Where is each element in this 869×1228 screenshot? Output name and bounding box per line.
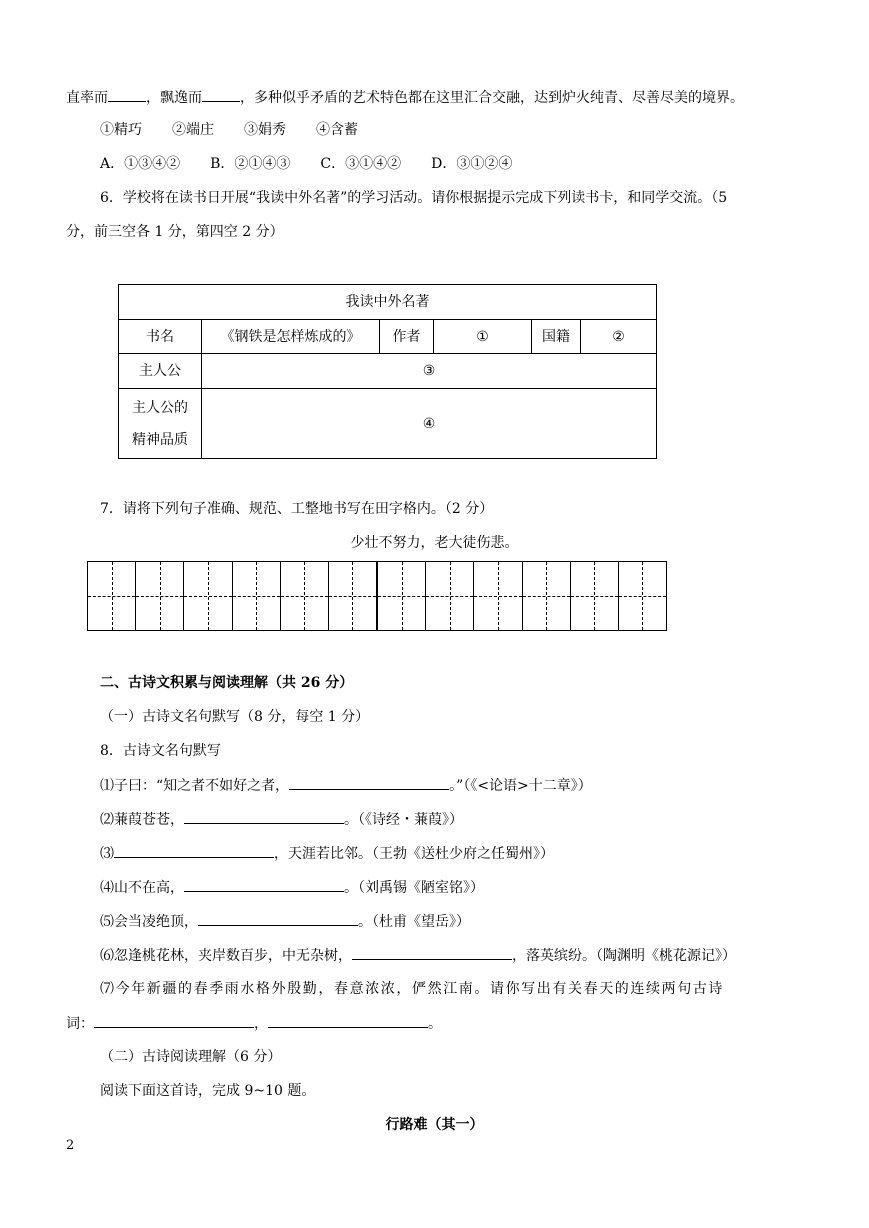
q8-item-6: ⑹忽逢桃花林，夹岸数百步，中无杂树， ，落英缤纷。（陶渊明《桃花源记》） bbox=[100, 945, 736, 966]
q8-blank-2[interactable] bbox=[184, 809, 344, 824]
q8-item-3: ⑶ ，天涯若比邻。（王勃《送杜少府之任蜀州》） bbox=[100, 843, 554, 864]
card-title: 我读中外名著 bbox=[119, 285, 657, 320]
grid-cell[interactable] bbox=[233, 562, 281, 630]
q8-item-2: ⑵蒹葭苍苍， 。（《诗经・蒹葭》） bbox=[100, 809, 463, 830]
q8-item-7-line2: 词： ， 。 bbox=[66, 1013, 442, 1034]
q5-option-b[interactable]: B．②①④③ bbox=[210, 156, 291, 172]
q6-stem-line2: 分，前三空各 1 分，第四空 2 分） bbox=[66, 224, 284, 240]
q8-blank-4[interactable] bbox=[184, 877, 344, 892]
tianzige-grid[interactable] bbox=[87, 561, 667, 631]
reading-instruction: 阅读下面这首诗，完成 9~10 题。 bbox=[100, 1083, 316, 1099]
hero-answer-cell[interactable]: ③ bbox=[202, 354, 657, 389]
grid-cell[interactable] bbox=[619, 562, 666, 630]
grid-cell[interactable] bbox=[426, 562, 474, 630]
grid-cell[interactable] bbox=[281, 562, 329, 630]
q5-blank-1[interactable] bbox=[108, 87, 146, 102]
q8-blank-7b[interactable] bbox=[268, 1013, 428, 1028]
spirit-label: 主人公的 精神品质 bbox=[119, 389, 202, 459]
section2-part2: （二）古诗阅读理解（6 分） bbox=[100, 1049, 282, 1065]
q5-word: ②端庄 bbox=[172, 122, 214, 138]
author-label: 作者 bbox=[380, 320, 434, 354]
grid-cell[interactable] bbox=[571, 562, 619, 630]
grid-cell[interactable] bbox=[136, 562, 184, 630]
q8-item-1: ⑴子曰：“知之者不如好之者， 。”（《<论语>十二章》） bbox=[100, 775, 592, 796]
q5-word-list bbox=[100, 120, 358, 140]
q8-blank-1[interactable] bbox=[289, 775, 449, 790]
q7-stem: 7．请将下列句子准确、规范、工整地书写在田字格内。（2 分） bbox=[100, 501, 494, 517]
nationality-answer-cell[interactable]: ② bbox=[581, 320, 657, 354]
q5-word: ③娟秀 bbox=[244, 122, 286, 138]
q8-blank-3[interactable] bbox=[114, 843, 274, 858]
q8-blank-5[interactable] bbox=[198, 911, 358, 926]
author-answer-cell[interactable]: ① bbox=[434, 320, 532, 354]
spirit-answer-cell[interactable]: ④ bbox=[202, 389, 657, 459]
q5-option-a[interactable]: A．①③④② bbox=[100, 156, 181, 172]
hero-label: 主人公 bbox=[119, 354, 202, 389]
book-label: 书名 bbox=[119, 320, 202, 354]
q8-item-7-line1: ⑺今年新疆的春季雨水格外殷勤，春意浓浓，俨然江南。请你写出有关春天的连续两句古诗 bbox=[100, 981, 724, 997]
grid-cell[interactable] bbox=[378, 562, 426, 630]
q5-sentence: 直率而 ，飘逸而 ，多种似乎矛盾的艺术特色都在这里汇合交融，达到炉火纯青、尽善尽美的境界。 bbox=[66, 87, 744, 108]
q5-option-d[interactable]: D．③①②④ bbox=[431, 156, 513, 172]
grid-cell[interactable] bbox=[88, 562, 136, 630]
section2-part1: （一）古诗文名句默写（8 分，每空 1 分） bbox=[100, 709, 370, 725]
q5-blank-2[interactable] bbox=[202, 87, 240, 102]
reading-card-table bbox=[118, 284, 657, 459]
q8-item-5: ⑸会当凌绝顶， 。（杜甫《望岳》） bbox=[100, 911, 470, 932]
q5-options bbox=[100, 154, 512, 174]
q8-item-4: ⑷山不在高， 。（刘禹锡《陋室铭》） bbox=[100, 877, 484, 898]
grid-cell[interactable] bbox=[523, 562, 571, 630]
nationality-label: 国籍 bbox=[532, 320, 581, 354]
grid-cell[interactable] bbox=[474, 562, 522, 630]
book-value: 《钢铁是怎样炼成的》 bbox=[202, 320, 380, 354]
section2-heading: 二、古诗文积累与阅读理解（共 26 分） bbox=[100, 675, 354, 691]
q8-blank-7a[interactable] bbox=[94, 1013, 254, 1028]
poem-title: 行路难（其一） bbox=[385, 1117, 484, 1133]
grid-cell[interactable] bbox=[329, 562, 378, 630]
grid-cell[interactable] bbox=[184, 562, 232, 630]
q6-stem-line1: 6．学校将在读书日开展“我读中外名著”的学习活动。请你根据提示完成下列读书卡，和同学交流。（5 bbox=[100, 190, 728, 206]
q5-word: ①精巧 bbox=[100, 122, 142, 138]
q5-option-c[interactable]: C．③①④② bbox=[320, 156, 402, 172]
q7-sentence: 少壮不努力，老大徒伤悲。 bbox=[350, 535, 519, 551]
q8-title: 8．古诗文名句默写 bbox=[100, 743, 221, 759]
q8-blank-6[interactable] bbox=[352, 945, 512, 960]
page-number: 2 bbox=[66, 1138, 75, 1153]
q5-word: ④含蓄 bbox=[316, 122, 358, 138]
